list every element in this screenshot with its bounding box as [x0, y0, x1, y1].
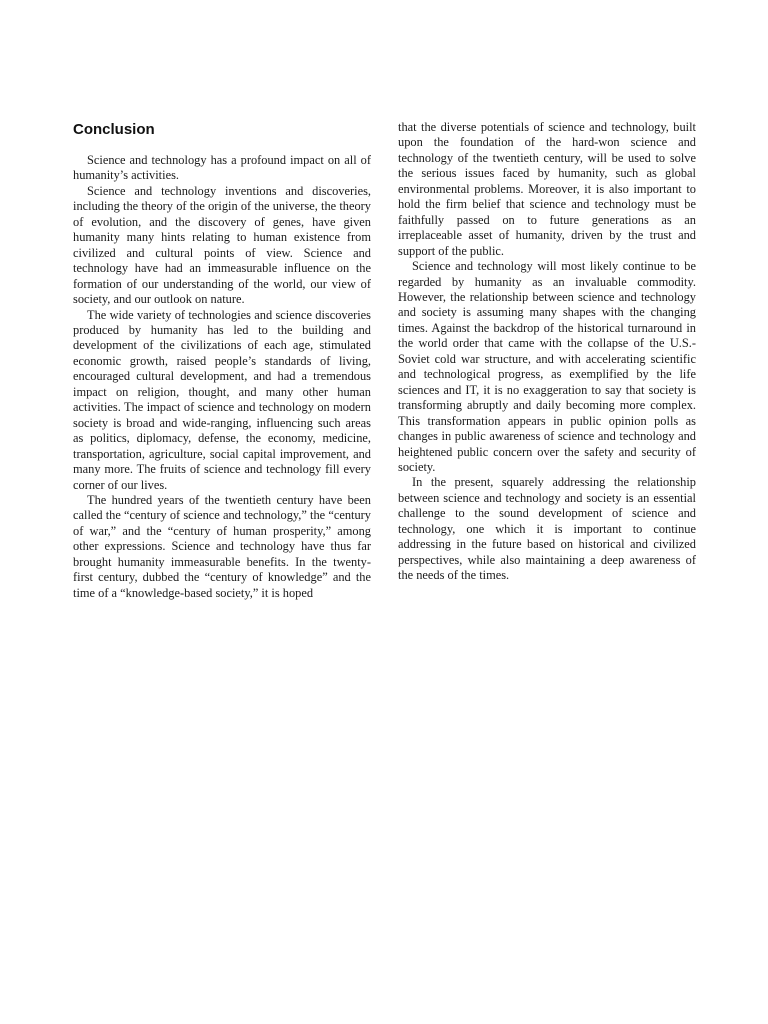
section-heading: Conclusion: [73, 121, 155, 138]
paragraph: The hundred years of the twentieth century have been called the “century of science and technology,” the “century of war,” and the “century of human prosperity,” among other expressions. Science and technology have thus far brought humanity immeasurable benefits. In the twenty-first century, dubbed the “century of knowledge” and the time of a “knowledge-based society,” it is hoped: [73, 492, 371, 600]
paragraph: In the present, squarely addressing the relationship between science and technology and society is an essential challenge to the sound development of science and technology, one which it is important to continue addressing in the future based on historical and civilized perspectives, while also maintaining a deep awareness of the needs of the times.: [398, 475, 696, 583]
paragraph: Science and technology has a profound impact on all of humanity’s activities.: [73, 153, 371, 183]
paragraph: The wide variety of technologies and science discoveries produced by humanity has led to the building and development of the civilizations of each age, stimulated economic growth, raised people’s standards of living, encouraged cultural development, and had a tremendous impact on religion, thought, and many other human activities. The impact of science and technology on modern society is broad and wide-ranging, influencing such areas as politics, diplomacy, defense, the economy, medicine, transportation, agriculture, social capital improvement, and many more. The fruits of science and technology fill every corner of our lives.: [73, 307, 371, 492]
paragraph: Science and technology inventions and discoveries, including the theory of the origin of the universe, the theory of evolution, and the discovery of genes, have given humanity many hints relating to human existence from civilized and cultural points of view. Science and technology have had an immeasurable influence on the formation of our understanding of the world, our view of society, and our outlook on nature.: [73, 183, 371, 307]
paragraph: Science and technology will most likely continue to be regarded by humanity as an invaluable commodity. However, the relationship between science and technology and society is assuming many shapes with the changing times. Against the backdrop of the historical turnaround in the world order that came with the collapse of the U.S.-Soviet cold war structure, and with accelerating scientific and technological progress, as exemplified by the life sciences and IT, it is no exaggeration to say that society is transforming abruptly and daily becoming more complex. This transformation appears in public opinion polls as changes in public awareness of science and technology and heightened public concern over the safety and security of society.: [398, 259, 696, 474]
paragraph-continued: that the diverse potentials of science and technology, built upon the foundation of the hard-won science and technology of the twentieth century, will be used to solve the serious issues faced by humanity, such as global environmental problems. Moreover, it is also important to hold the firm belief that science and technology must be faithfully passed on to future generations as an irreplaceable asset of humanity, driven by the trust and support of the public.: [398, 120, 696, 258]
left-column: [73, 119, 371, 601]
right-column: [398, 120, 696, 584]
